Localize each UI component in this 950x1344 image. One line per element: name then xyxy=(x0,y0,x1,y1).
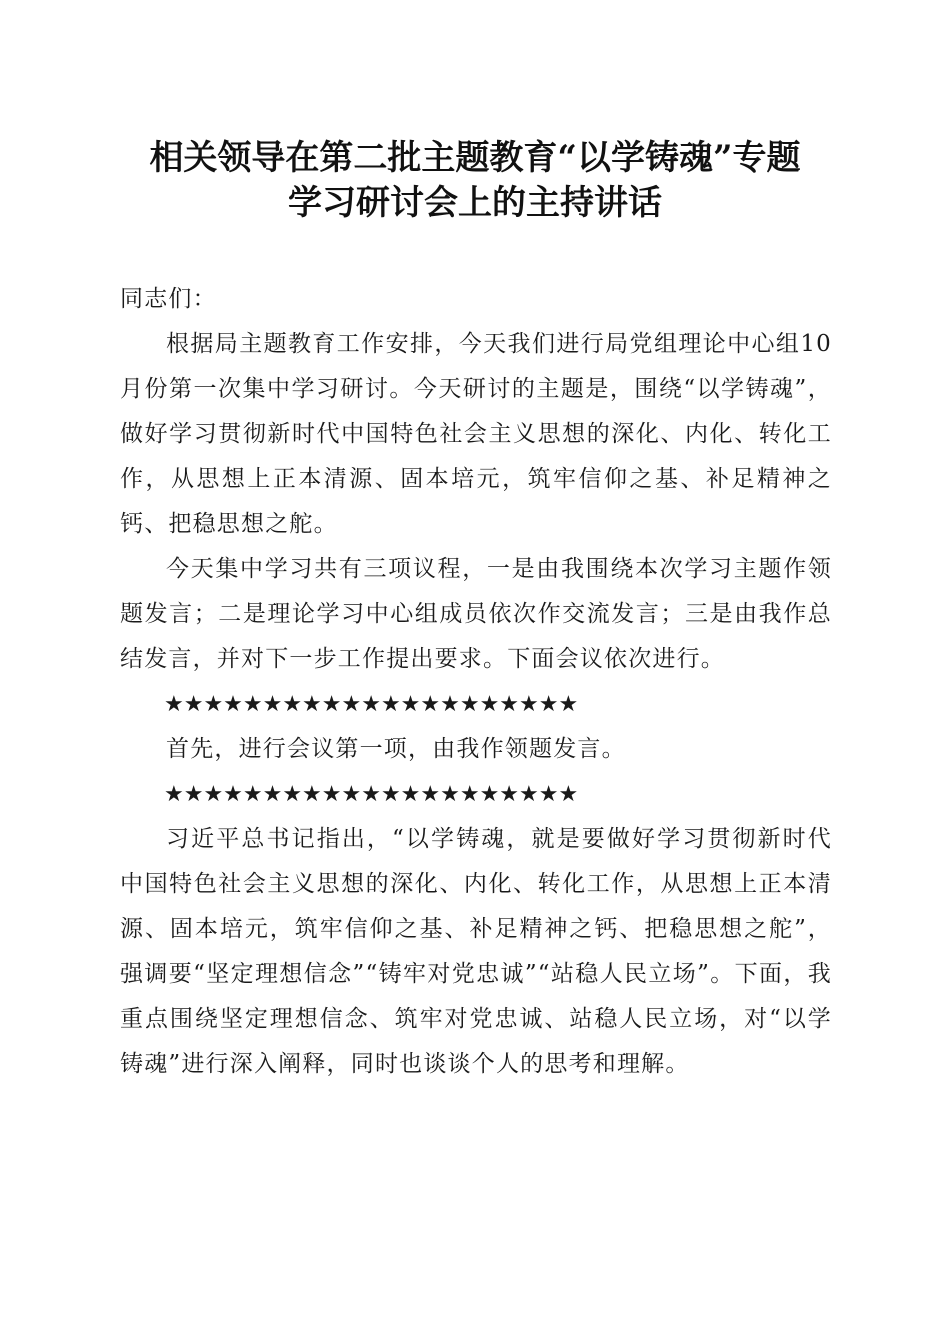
document-title-line-1: 相关领导在第二批主题教育“以学铸魂”专题 xyxy=(149,138,801,178)
star-divider: ★★★★★★★★★★★★★★★★★★★★★ xyxy=(164,782,579,807)
document-body xyxy=(120,277,832,1087)
paragraph-first-item: 首先，进行会议第一项，由我作领题发言。 xyxy=(166,736,626,762)
paragraph-agenda-intro: 根据局主题教育工作安排，今天我们进行局党组理论中心组10月份第一次集中学习研讨。今天研讨的主题是，围绕“以学铸魂”，做好学习贯彻新时代中国特色社会主义思想的深化、内化、转化工作，从思想上正本清源、固本培元，筑牢信仰之基、补足精神之钙、把稳思想之舵。 xyxy=(120,331,832,537)
paragraph-speech-opening: 习近平总书记指出，“以学铸魂，就是要做好学习贯彻新时代中国特色社会主义思想的深化、内化、转化工作，从思想上正本清源、固本培元，筑牢信仰之基、补足精神之钙、把稳思想之舵”，强调要“坚定理想信念”“铸牢对党忠诚”“站稳人民立场”。下面，我重点围绕坚定理想信念、筑牢对党忠诚、站稳人民立场，对“以学铸魂”进行深入阐释，同时也谈谈个人的思考和理解。 xyxy=(120,826,832,1077)
paragraph-agenda-items: 今天集中学习共有三项议程，一是由我围绕本次学习主题作领题发言；二是理论学习中心组成员依次作交流发言；三是由我作总结发言，并对下一步工作提出要求。下面会议依次进行。 xyxy=(120,556,832,672)
salutation: 同志们： xyxy=(120,286,217,312)
star-divider: ★★★★★★★★★★★★★★★★★★★★★ xyxy=(164,692,579,717)
document-title-line-2: 学习研讨会上的主持讲话 xyxy=(288,183,662,223)
